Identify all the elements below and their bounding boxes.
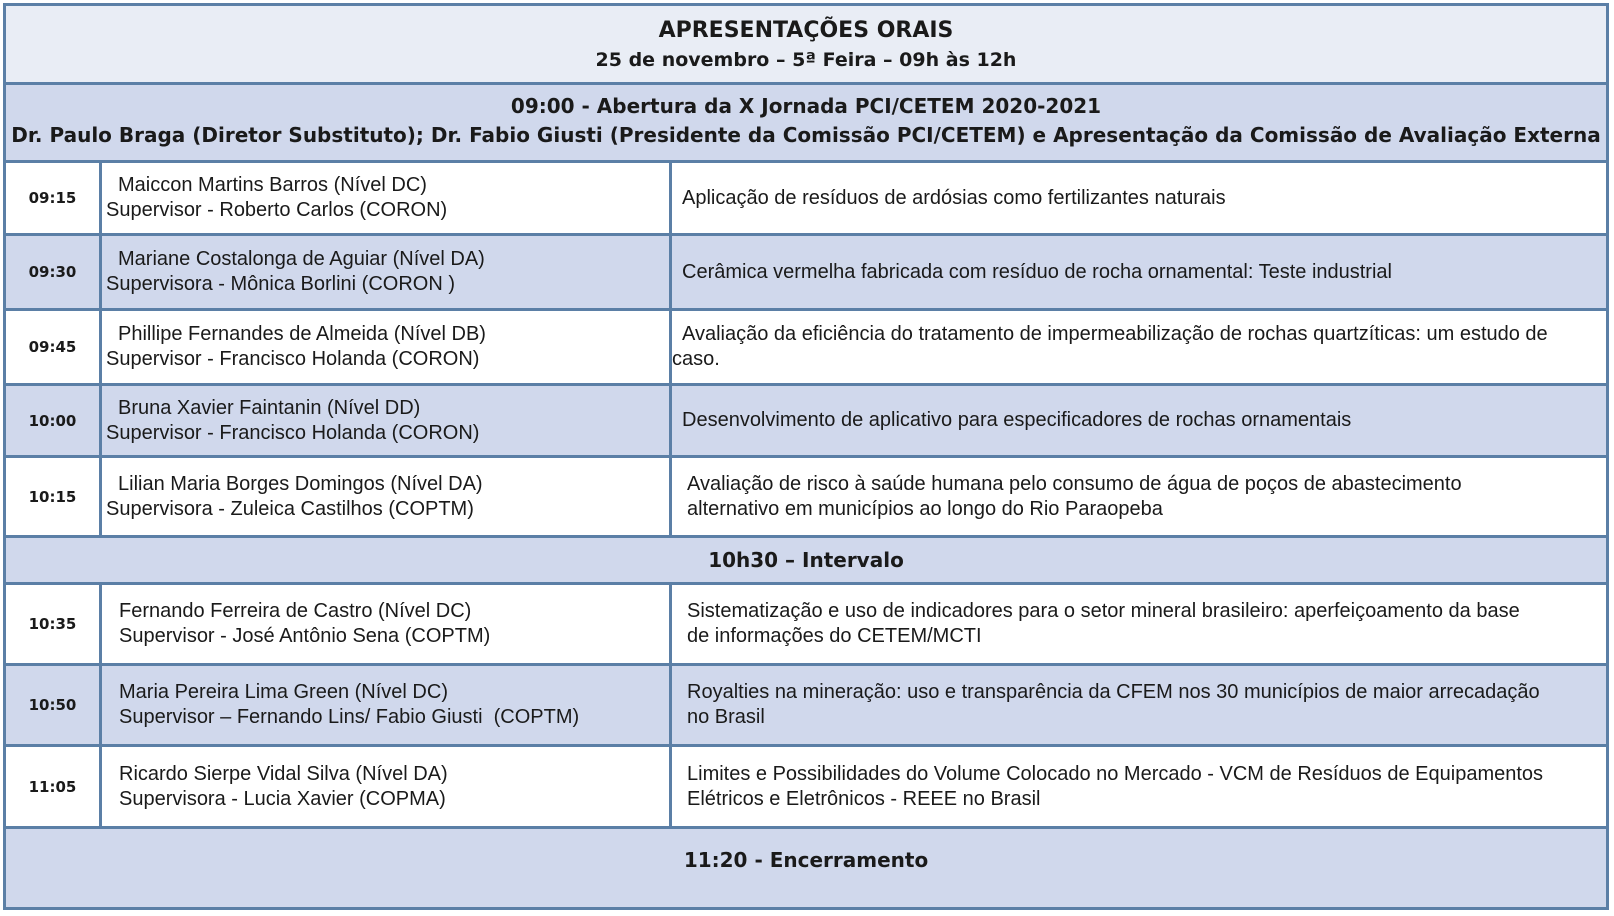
presentation-title-line: Limites e Possibilidades do Volume Colocado no Mercado - VCM de Resíduos de Equipamentos [687, 762, 1544, 785]
presentation-title-line: Royalties na mineração: uso e transparência da CFEM nos 30 municípios de maior arrecadação [687, 681, 1540, 703]
session-time: 09:45 [6, 311, 102, 383]
supervisor-name: Supervisora - Mônica Borlini (CORON ) [106, 273, 455, 295]
presenter-cell [102, 585, 672, 663]
presentation-title [672, 747, 1606, 826]
supervisor-name: Supervisor - Francisco Holanda (CORON) [106, 421, 480, 444]
presentation-title-line: caso. [672, 348, 720, 370]
table-row [6, 308, 1606, 383]
presenter-cell [102, 163, 672, 233]
presentation-title-line: Avaliação da eficiência do tratamento de impermeabilização de rochas quartzíticas: um estudo de [682, 323, 1548, 345]
table-row [6, 582, 1606, 663]
presenter-name: Ricardo Sierpe Vidal Silva (Nível DA) [119, 762, 448, 785]
supervisor-name: Supervisor - Francisco Holanda (CORON) [106, 348, 480, 370]
table-row [6, 455, 1606, 535]
presenter-name: Maiccon Martins Barros (Nível DC) [118, 174, 427, 196]
supervisor-name: Supervisora - Zuleica Castilhos (COPTM) [106, 497, 474, 520]
interval-row [6, 535, 1606, 582]
presentation-title: Desenvolvimento de aplicativo para especificadores de rochas ornamentais [682, 409, 1352, 431]
opening-title: 09:00 - Abertura da X Jornada PCI/CETEM 2020-2021 [510, 94, 1102, 118]
presenter-cell [102, 236, 672, 308]
session-time: 10:50 [6, 666, 102, 744]
session-time: 10:00 [6, 386, 102, 455]
presenter-name: Bruna Xavier Faintanin (Nível DD) [118, 396, 421, 419]
session-time: 10:15 [6, 458, 102, 535]
presenter-cell [102, 311, 672, 383]
presentation-title: Aplicação de resíduos de ardósias como fertilizantes naturais [682, 186, 1226, 209]
presenter-name: Phillipe Fernandes de Almeida (Nível DB) [118, 323, 486, 345]
presenter-name: Lilian Maria Borges Domingos (Nível DA) [118, 472, 483, 495]
table-row [6, 744, 1606, 826]
presentation-title [672, 585, 1606, 663]
table-row [6, 233, 1606, 308]
supervisor-name: Supervisor – Fernando Lins/ Fabio Giusti (COPTM) [119, 706, 580, 728]
schedule-table [3, 3, 1609, 910]
supervisor-name: Supervisora - Lucia Xavier (COPMA) [119, 787, 446, 810]
supervisor-name: Supervisor - Roberto Carlos (CORON) [106, 199, 448, 221]
opening-row [6, 82, 1606, 160]
table-row [6, 383, 1606, 455]
presentation-title [672, 311, 1606, 383]
presenter-cell [102, 747, 672, 826]
presenter-cell [102, 666, 672, 744]
session-time: 10:35 [6, 585, 102, 663]
supervisor-name: Supervisor - José Antônio Sena (COPTM) [119, 625, 491, 647]
presentation-title-line: alternativo em municípios ao longo do Rio Paraopeba [687, 497, 1163, 520]
presenter-name: Mariane Costalonga de Aguiar (Nível DA) [118, 248, 485, 270]
presentation-title [672, 666, 1606, 744]
table-header [6, 6, 1606, 82]
presenter-cell [102, 386, 672, 455]
page-subtitle: 25 de novembro – 5ª Feira – 09h às 12h [595, 49, 1017, 71]
presentation-title-line: Sistematização e uso de indicadores para o setor mineral brasileiro: aperfeiçoamento da base [687, 600, 1520, 622]
presenter-name: Fernando Ferreira de Castro (Nível DC) [119, 600, 472, 622]
presentation-title-line: Elétricos e Eletrônicos - REEE no Brasil [687, 787, 1041, 810]
presentation-title-line: Avaliação de risco à saúde humana pelo consumo de água de poços de abastecimento [687, 472, 1462, 495]
closing-row [6, 826, 1606, 907]
session-time: 11:05 [6, 747, 102, 826]
opening-speakers: Dr. Paulo Braga (Diretor Substituto); Dr. Fabio Giusti (Presidente da Comissão PCI/CETEM) e Apresentação da Comissão de Avaliação Externa [11, 123, 1601, 147]
interval-label: 10h30 – Intervalo [708, 548, 904, 572]
table-row [6, 663, 1606, 744]
session-time: 09:15 [6, 163, 102, 233]
table-row [6, 160, 1606, 233]
presentation-title: Cerâmica vermelha fabricada com resíduo de rocha ornamental: Teste industrial [682, 260, 1392, 283]
presenter-name: Maria Pereira Lima Green (Nível DC) [119, 681, 448, 703]
session-time: 09:30 [6, 236, 102, 308]
presentation-title-line: no Brasil [687, 706, 765, 728]
presenter-cell [102, 458, 672, 535]
closing-label: 11:20 - Encerramento [683, 848, 929, 872]
page-title: APRESENTAÇÕES ORAIS [658, 18, 954, 43]
presentation-title-line: de informações do CETEM/MCTI [687, 625, 982, 647]
presentation-title [672, 458, 1606, 535]
